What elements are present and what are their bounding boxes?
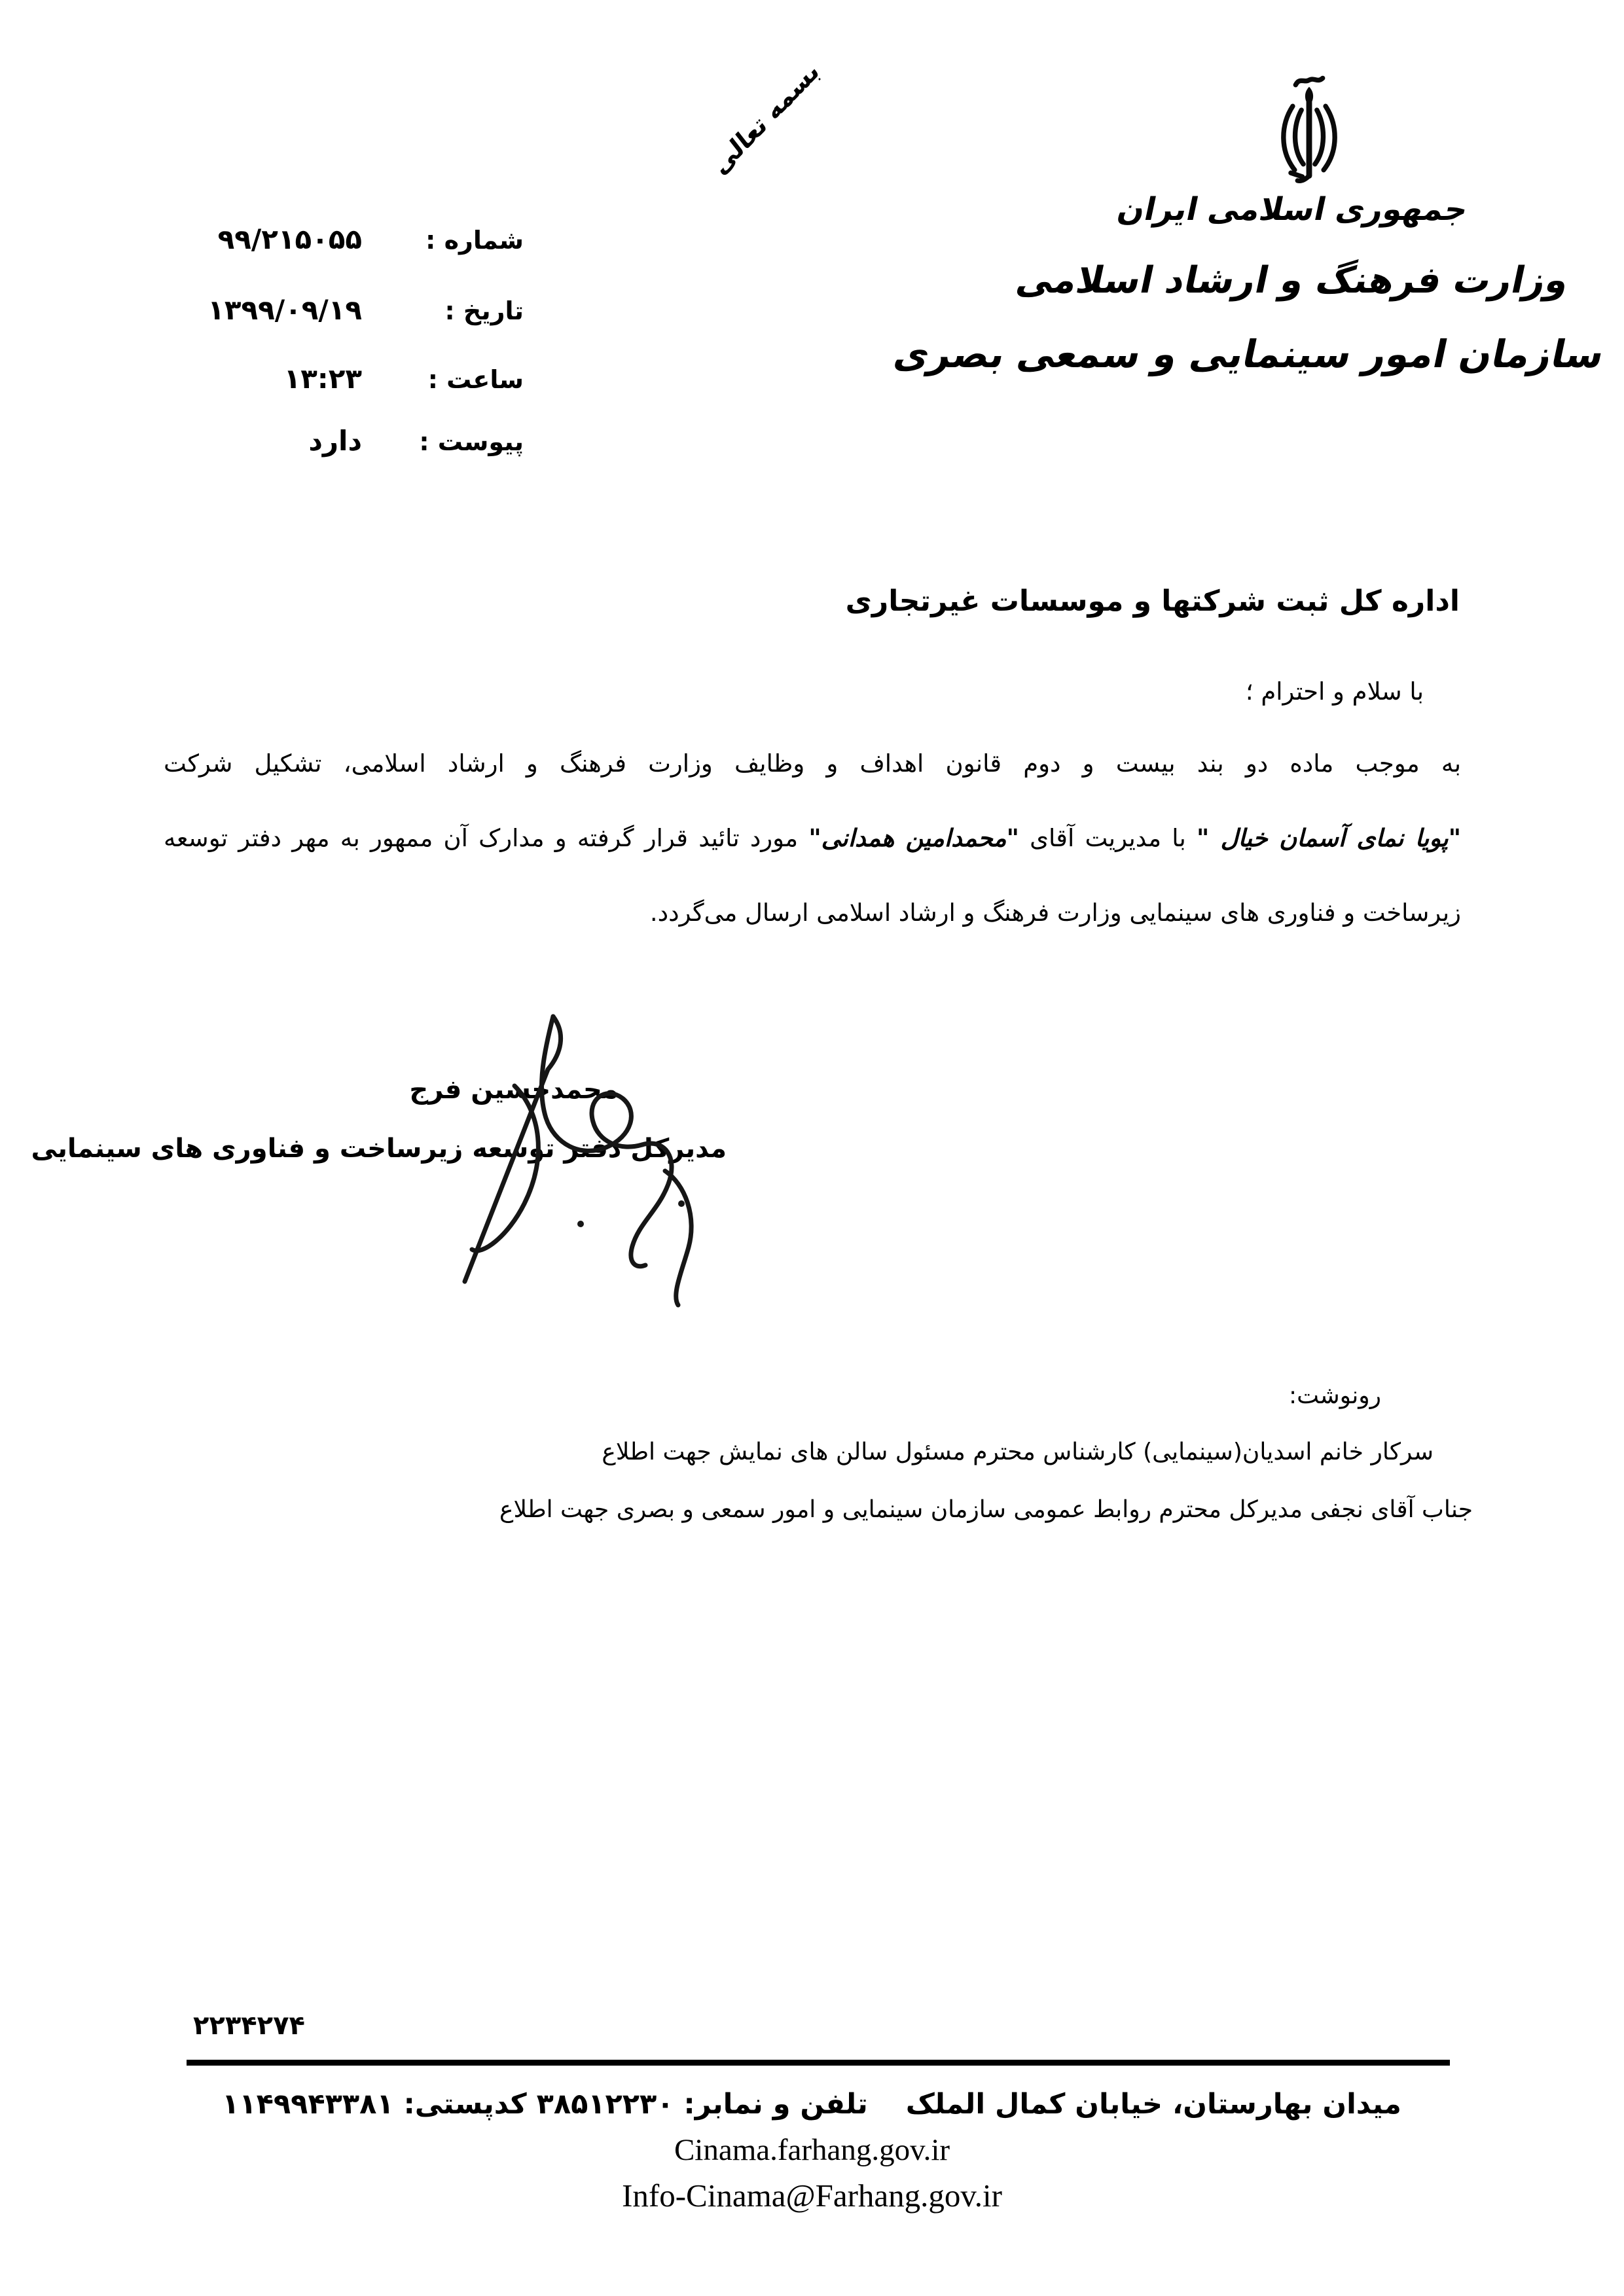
body-paragraph [164,748,1461,972]
meta-row-attachment [193,427,524,467]
meta-label-time: ساعت : [427,365,524,394]
iran-emblem-icon [1258,73,1360,199]
signer-name: محمدحسین فرج [409,1075,619,1105]
postal-code: ۱۱۴۹۹۴۳۳۸۱ [222,2088,394,2121]
meta-value-time: ۱۳:۲۳ [283,363,362,395]
phone-label: تلفن و نمابر: [683,2088,868,2121]
website-url: Cinama.farhang.gov.ir [674,2133,950,2167]
meta-row-date [193,296,524,336]
meta-value-attachment: دارد [308,425,362,457]
meta-value-date: ۱۳۹۹/۰۹/۱۹ [208,294,362,326]
email-address: Info-Cinama@Farhang.gov.ir [622,2178,1002,2214]
org-name-country: جمهوری اسلامی ایران [1114,191,1471,228]
phone-number: ۳۸۵۱۲۲۳۰ [536,2088,674,2121]
org-header [890,191,1609,376]
footer-divider [187,2060,1450,2066]
manager-name-quoted: "محمدامین همدانی" [808,824,1019,852]
org-name-organization: سازمان امور سینمایی و سمعی بصری [890,332,1609,376]
meta-label-attachment: پیوست : [419,427,524,456]
bismillah-text: بسمه تعالی [707,55,825,181]
bismillah-calligraphy [691,46,841,190]
meta-label-number: شماره : [425,226,524,255]
body-line-3: زیرساخت و فناوری های سینمایی وزارت فرهنگ و ارشاد اسلامی ارسال می‌گردد. [649,899,1461,927]
meta-row-number [193,223,524,265]
handwritten-signature-icon [350,1007,717,1314]
body-line-1: به موجب ماده دو بند بیست و دوم قانون اهداف و وظایف وزارت فرهنگ و ارشاد اسلامی، تشکیل شرکت [164,749,1461,778]
body-line-2-mid: با مدیریت آقای [1030,824,1186,852]
org-name-ministry: وزارت فرهنگ و ارشاد اسلامی [1012,259,1574,302]
cc-item: جناب آقای نجفی مدیرکل محترم روابط عمومی سازمان سینمایی و امور سمعی و بصری جهت اطلاع [499,1496,1473,1523]
cc-heading: رونوشت: [1288,1382,1381,1409]
recipient-line: اداره کل ثبت شرکتها و موسسات غیرتجاری [845,584,1460,618]
meta-label-date: تاریخ : [444,296,524,325]
letter-meta-block [193,223,524,475]
salutation-line: با سلام و احترام ؛ [1245,677,1424,706]
footer-contact-line [124,2088,1499,2121]
meta-row-time [193,365,524,404]
signer-title: مدیرکل دفتر توسعه زیرساخت و فناوری های سینمایی [31,1134,727,1164]
postal-label: کدپستی: [403,2088,527,2121]
tracking-number: ۲۲۳۴۲۷۴ [193,2011,305,2041]
body-line-2 [164,823,1461,854]
body-line-2-tail: مورد تائید قرار گرفته و مدارک آن ممهور به مهر دفتر توسعه [164,824,799,852]
company-name-quoted: "پویا نمای آسمان خیال " [1197,824,1462,852]
address-text: میدان بهارستان، خیابان کمال الملک [905,2088,1401,2121]
cc-item: سرکار خانم اسدیان(سینمایی) کارشناس محترم مسئول سالن های نمایش جهت اطلاع [602,1439,1434,1465]
meta-value-number: ۹۹/۲۱۵۰۵۵ [217,223,362,255]
